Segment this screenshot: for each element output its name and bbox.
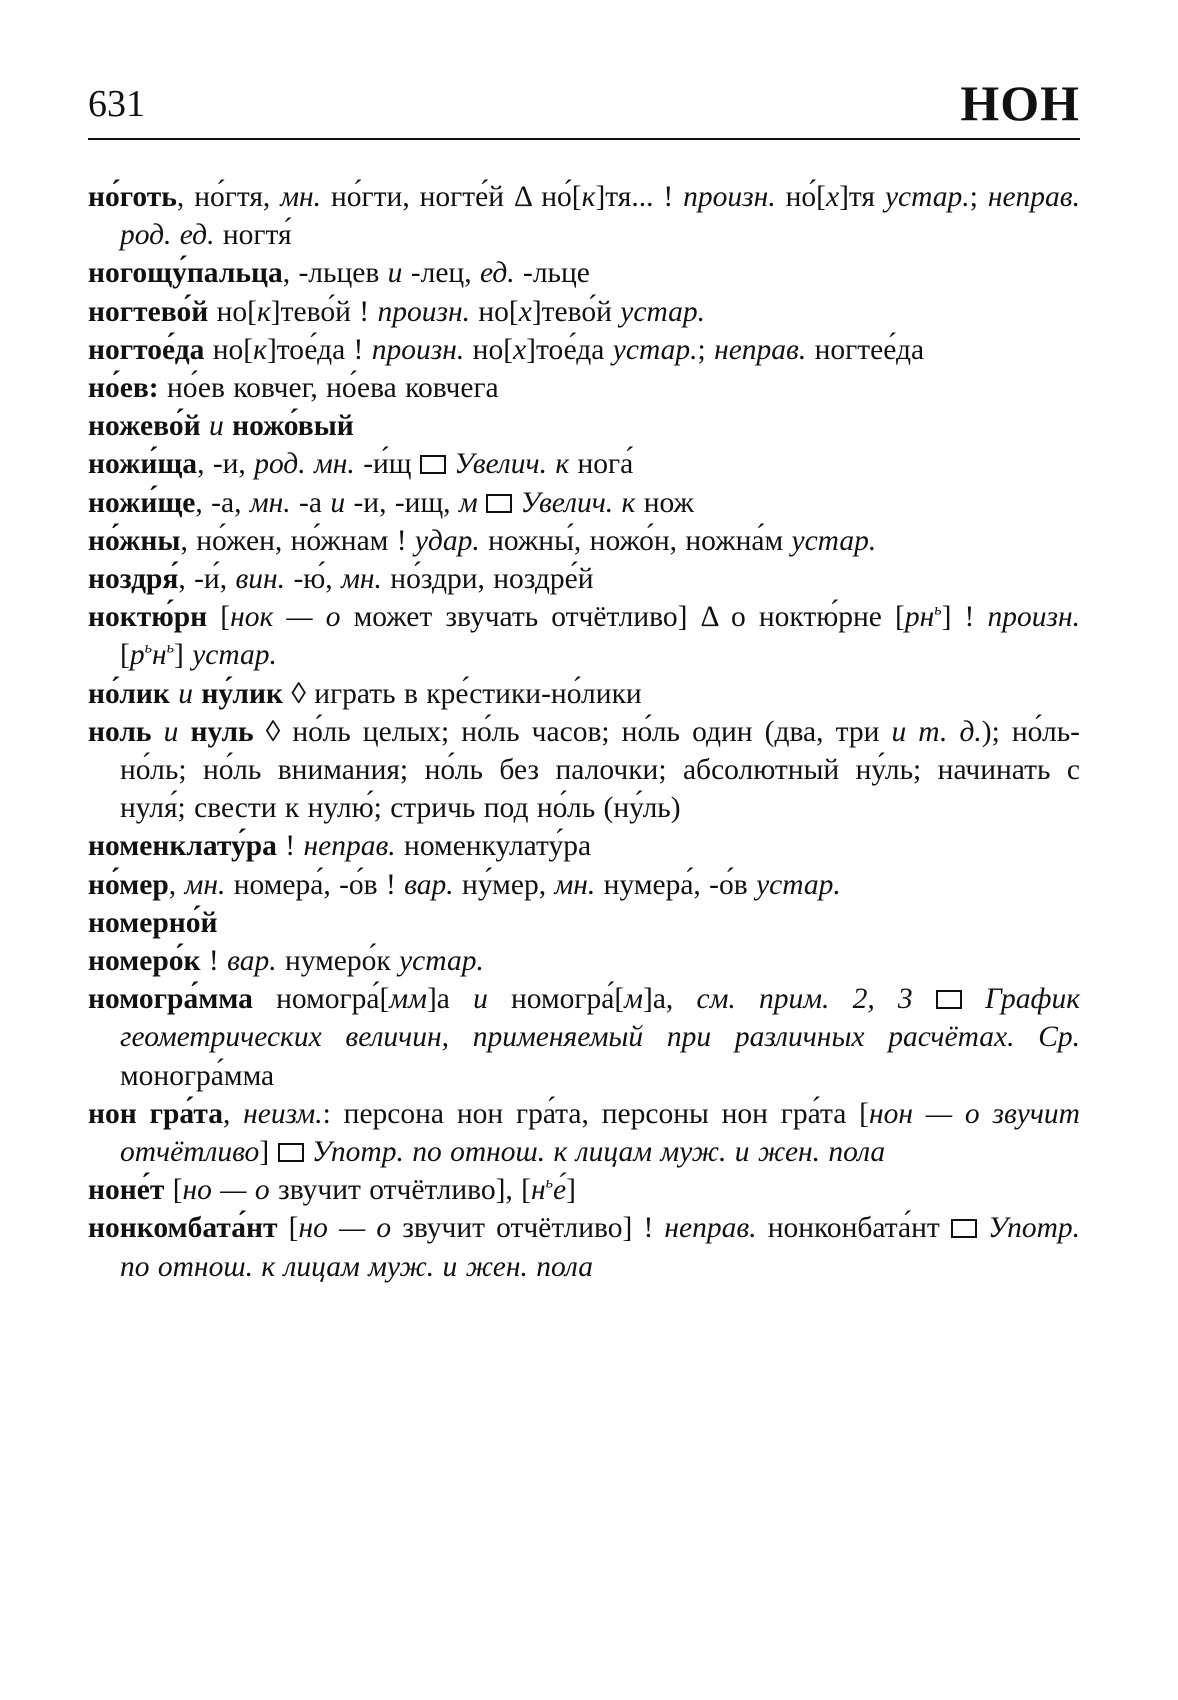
headword: ноне́т (88, 1174, 165, 1207)
definition-box-icon (951, 1219, 977, 1238)
headword: но́лик (88, 677, 170, 710)
dictionary-entry (88, 560, 1080, 598)
headword: ногтое́да (88, 333, 205, 366)
dictionary-entry (88, 178, 1080, 254)
dictionary-entry (88, 445, 1080, 483)
label-italic: неправ. (664, 1212, 757, 1245)
headword: но́жны (88, 524, 181, 557)
headword: нуль (190, 715, 254, 748)
dictionary-entry (88, 1095, 1080, 1171)
entry-text: : персона нон гра́та, персоны нон гра́та [ (322, 1097, 869, 1130)
entry-text: ногтее́да (806, 333, 925, 366)
definition-box-icon (278, 1143, 304, 1162)
entry-text (224, 410, 232, 442)
entry-text (178, 716, 190, 748)
headword: ножи́ща (88, 448, 198, 481)
label-italic: произн. (377, 295, 470, 328)
label-italic: но — о (182, 1174, 270, 1207)
label-italic: устар. (791, 524, 877, 557)
label-italic: рн (904, 601, 935, 634)
headword: ну́лик (201, 677, 283, 710)
entry-text: ! (200, 945, 228, 978)
entry-text: ◊ играть в кре́стики-но́лики (282, 677, 642, 710)
entry-text: ◊ но́ль целых; но́ль часов; но́ль один (два, три (253, 715, 892, 748)
page-header (88, 72, 1080, 140)
label-italic: вар. (404, 868, 454, 901)
label-italic: и (387, 257, 403, 290)
label-italic: е́ (553, 1174, 567, 1207)
entry-text: номера́, -о́в ! (225, 868, 405, 901)
label-italic: мн. (280, 181, 322, 213)
label-italic: неправ. (303, 830, 396, 863)
entry-text: ; (697, 333, 715, 366)
entry-text: [ (277, 1212, 299, 1245)
headword: номерно́й (88, 906, 218, 939)
label-italic: ед. (479, 257, 515, 290)
entry-text: нумера́, -о́в (595, 868, 757, 901)
headword: ноль (88, 715, 152, 748)
label-italic: и (330, 486, 346, 519)
label-italic: Увелич. к (454, 448, 570, 481)
entry-text: [ (164, 1174, 183, 1207)
label-italic: род. мн. (254, 448, 355, 481)
label-italic: к (253, 333, 267, 366)
entry-text: звучит отчётливо] ! (391, 1212, 665, 1245)
entry-text (304, 1136, 312, 1168)
label-italic: и т. д. (891, 715, 982, 748)
entry-text: номогра́[ (252, 983, 390, 1016)
dictionary-entries (88, 178, 1080, 1286)
headword: ножи́ще (88, 486, 196, 519)
entry-text: ногтя́ (214, 219, 292, 252)
label-italic: Употр. по отнош. к лицам муж. и жен. пола (311, 1136, 886, 1169)
label-italic: к (581, 181, 596, 213)
label-italic: см. прим. 2, 3 (696, 983, 913, 1016)
dictionary-entry (88, 713, 1080, 828)
headword: номенклату́ра (88, 830, 277, 863)
entry-text: но́гти, ногте́й Δ но́[ (321, 181, 582, 213)
entry-text: может звучать отчётливо] Δ о ноктю́рне [ (340, 601, 905, 634)
entry-text (913, 983, 936, 1015)
label-italic: н (151, 639, 167, 672)
entry-text: но[ (464, 333, 514, 366)
label-italic: произн. (987, 601, 1080, 634)
entry-text (962, 983, 985, 1015)
label-italic: неправ. (714, 333, 807, 366)
dictionary-entry (88, 331, 1080, 369)
dictionary-entry (88, 827, 1080, 865)
entry-text: но́[ (775, 181, 827, 213)
entry-text: , -и, (197, 448, 255, 481)
definition-box-icon (420, 455, 446, 474)
label-italic: и (208, 410, 224, 443)
label-italic: мн. (341, 563, 382, 596)
headword: номогра́мма (88, 983, 253, 1016)
label-italic: вар. (227, 945, 277, 978)
entry-text: ]тое́да ! (266, 333, 372, 366)
entry-text (977, 1212, 988, 1244)
headword: нон гра́та (88, 1097, 223, 1130)
entry-text: ножны́, ножо́н, ножна́м (479, 524, 792, 557)
entry-text (152, 716, 164, 748)
label-italic: мн. (249, 486, 291, 519)
softness-mark: ь (166, 639, 174, 658)
label-italic: и (473, 983, 488, 1016)
entry-text: ]а, (643, 983, 697, 1016)
entry-text: , (168, 868, 185, 901)
label-italic: Употр. по отнош. к лицам муж. и жен. пола (120, 1212, 1081, 1283)
entry-text: ; (969, 181, 988, 213)
entry-text: , -льцев (282, 257, 388, 290)
dictionary-entry (88, 1171, 1080, 1209)
label-italic: мн. (184, 868, 226, 901)
entry-text: , но́гтя, (176, 181, 281, 213)
label-italic: График геометрических величин, применяемый при различных расчётах. Ср. (120, 983, 1080, 1054)
entry-text: , но́жен, но́жнам ! (180, 524, 415, 557)
dictionary-entry (88, 522, 1080, 560)
label-italic: Увелич. к (520, 486, 636, 519)
entry-text: ]тя... ! (595, 181, 684, 213)
entry-text (201, 410, 209, 442)
dictionary-entry (88, 866, 1080, 904)
dictionary-entry (88, 369, 1080, 407)
page-number: 631 (88, 83, 145, 125)
entry-text: -а (290, 486, 331, 519)
softness-mark: ь (144, 639, 152, 658)
entry-text: номогра́[ (487, 983, 625, 1016)
entry-text: ]тое́да (526, 333, 613, 366)
label-italic: х (826, 181, 840, 213)
headword: но́мер (88, 868, 169, 901)
entry-text: , (222, 1097, 244, 1130)
label-italic: устар. (620, 295, 705, 328)
entry-text: [ (120, 639, 130, 672)
entry-text: ); но́ль-но́ль; но́ль внимания; но́ль без палочки; абсолютный ну́ль; начинать с нуля́; свести к нулю́; стричь под но́ль (ну́ль) (120, 715, 1081, 825)
dictionary-entry (88, 254, 1080, 292)
entry-text: -льце (514, 257, 590, 290)
label-italic: к (256, 295, 271, 328)
softness-mark: ь (545, 1173, 554, 1192)
entry-text: но́здри, ноздре́й (381, 563, 594, 596)
dictionary-entry (88, 675, 1080, 713)
label-italic: р (129, 639, 145, 672)
dictionary-entry (88, 407, 1080, 445)
label-italic: произн. (371, 333, 465, 366)
label-italic: устар. (884, 181, 970, 213)
entry-text: -и́щ (354, 448, 420, 481)
dictionary-entry (88, 598, 1080, 674)
entry-text: ] (566, 1174, 576, 1207)
dictionary-entry (88, 484, 1080, 522)
entry-text: но[ (204, 333, 254, 366)
label-italic: и (163, 715, 179, 748)
headword: ноздря́ (88, 563, 179, 596)
label-italic: устар. (612, 333, 698, 366)
headword: ногтево́й (88, 295, 209, 328)
entry-text: нумеро́к (276, 945, 400, 978)
entry-text: ]а (426, 983, 474, 1016)
entry-text: ] (174, 639, 193, 672)
entry-text: но́ев ковчег, но́ева ковчега (158, 372, 499, 405)
running-head: НОН (960, 75, 1080, 131)
entry-text: [ (207, 601, 231, 634)
headword: ноктю́рн (88, 601, 208, 634)
dictionary-entry (88, 1209, 1080, 1285)
entry-text: , -и́, (178, 563, 236, 596)
entry-text: ] (259, 1136, 278, 1169)
entry-text: моногра́мма (120, 1059, 275, 1092)
entry-text: ! (276, 830, 304, 863)
entry-text: номенкулату́ра (395, 830, 592, 863)
dictionary-entry (88, 980, 1080, 1095)
headword: ногощу́пальца (88, 257, 283, 290)
label-italic: и (178, 677, 194, 710)
softness-mark: ь (934, 600, 942, 619)
dictionary-entry (88, 942, 1080, 980)
entry-text: ]тя (839, 181, 885, 213)
label-italic: устар. (756, 868, 841, 901)
entry-text: ] ! (941, 601, 988, 634)
entry-text: ну́мер, (453, 868, 555, 901)
label-italic: неизм. (243, 1097, 323, 1130)
entry-text: но[ (208, 295, 257, 328)
dictionary-entry (88, 904, 1080, 942)
label-italic: н (530, 1174, 546, 1207)
entry-text: -лец, (402, 257, 480, 290)
label-italic: устар. (399, 945, 484, 978)
label-italic: нок — о (230, 601, 341, 634)
label-italic: удар. (414, 524, 480, 557)
label-italic: произн. (683, 181, 776, 213)
headword: но́готь (88, 181, 177, 213)
headword: нонкомбата́нт (88, 1212, 278, 1245)
label-italic: нон — о звучит отчётливо (120, 1097, 1080, 1169)
entry-text: нонконбата́нт (756, 1212, 951, 1245)
entry-text: ]тево́й ! (270, 295, 378, 328)
label-italic: х (513, 333, 527, 366)
label-italic: м (624, 983, 643, 1016)
label-italic: но — о (298, 1212, 392, 1245)
headword: номеро́к (88, 945, 201, 978)
label-italic: неправ. род. ед. (120, 181, 1080, 252)
dictionary-entry (88, 293, 1080, 331)
entry-text: -и, -ищ, (345, 486, 459, 519)
entry-text: звучит отчётливо], [ (269, 1174, 531, 1207)
entry-text: , -а, (195, 486, 250, 519)
label-italic: устар. (192, 639, 277, 672)
definition-box-icon (936, 990, 962, 1009)
entry-text (446, 448, 454, 480)
label-italic: мм (389, 983, 427, 1016)
entry-text: ]тево́й (531, 295, 621, 328)
entry-text: нож (635, 486, 694, 519)
entry-text: нога́ (569, 448, 634, 481)
label-italic: мн. (554, 868, 596, 901)
headword: ножо́вый (232, 410, 354, 443)
entry-text: -ю́, (285, 563, 342, 596)
entry-text: но[ (469, 295, 519, 328)
label-italic: м (458, 486, 478, 519)
headword: ножево́й (88, 410, 201, 443)
label-italic: вин. (235, 563, 286, 596)
headword: но́ев: (88, 372, 159, 405)
definition-box-icon (486, 494, 512, 513)
label-italic: х (518, 295, 532, 328)
entry-text (478, 487, 486, 519)
